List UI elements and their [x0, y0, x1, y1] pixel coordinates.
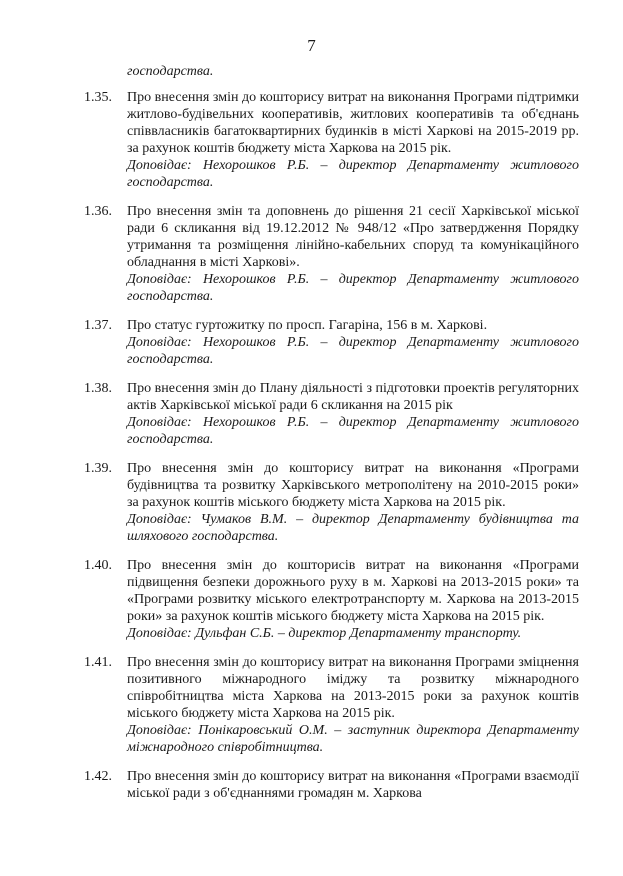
item-speaker: Доповідає: Нехорошков Р.Б. – директор Департаменту житлового господарства. — [127, 272, 579, 304]
item-speaker: Доповідає: Нехорошков Р.Б. – директор Департаменту житлового господарства. — [127, 335, 579, 367]
item-number: 1.35. — [84, 90, 112, 105]
agenda-item-1-42 — [0, 768, 623, 802]
agenda-item-1-41 — [0, 654, 623, 756]
item-speaker: Доповідає: Нехорошков Р.Б. – директор Департаменту житлового господарства. — [127, 415, 579, 447]
item-number: 1.41. — [84, 655, 112, 670]
item-speaker: Доповідає: Понікаровський О.М. – заступник директора Департаменту міжнародного співробітництва. — [127, 723, 579, 755]
item-number: 1.37. — [84, 318, 112, 333]
item-speaker: Доповідає: Чумаков В.М. – директор Департаменту будівництва та шляхового господарства. — [127, 512, 579, 544]
item-body — [127, 89, 579, 191]
agenda-item-1-35 — [0, 89, 623, 191]
continuation-text: господарства. — [127, 64, 214, 79]
item-body — [127, 317, 579, 368]
item-text: Про внесення змін до кошторису витрат на виконання «Програми будівництва та розвитку Харківського метрополітену на 2010-2015 роки» за рахунок коштів міського бюджету міста Харкова на 2015 рік. — [127, 461, 579, 510]
agenda-item-1-40 — [0, 557, 623, 642]
item-text: Про внесення змін до кошторису витрат на виконання Програми підтримки житлово-будівельних кооперативів, житлових кооперативів та об'єднань співвласників багатоквартирних будинків в місті Харкові на 2015-2019 рр. за рахунок коштів бюджету міста Харкова на 2015 рік. — [127, 90, 579, 156]
item-text: Про внесення змін до кошторису витрат на виконання «Програми взаємодії міської ради з об'єднаннями громадян м. Харкова — [127, 769, 579, 801]
agenda-item-1-39 — [0, 460, 623, 545]
agenda-item-1-36 — [0, 203, 623, 305]
item-text: Про внесення змін до кошторисів витрат на виконання «Програми підвищення безпеки дорожнього руху в м. Харкові на 2013-2015 роки» та «Програми розвитку міського електротранспорту м. Харкова на 2013-2015 роки» за рахунок коштів міського бюджету міста Харкова на 2015 рік. — [127, 558, 579, 624]
item-speaker: Доповідає: Дульфан С.Б. – директор Департаменту транспорту. — [127, 626, 522, 641]
item-body — [127, 460, 579, 545]
item-body — [127, 768, 579, 802]
item-number: 1.38. — [84, 381, 112, 396]
agenda-item-1-38 — [0, 380, 623, 448]
item-number: 1.42. — [84, 769, 112, 784]
item-body — [127, 380, 579, 448]
item-number: 1.39. — [84, 461, 112, 476]
item-speaker: Доповідає: Нехорошков Р.Б. – директор Департаменту житлового господарства. — [127, 158, 579, 190]
item-text: Про внесення змін та доповнень до рішення 21 сесії Харківської міської ради 6 скликання від 19.12.2012 № 948/12 «Про затвердження Порядку утримання та розміщення лінійно-кабельних споруд та комунікаційного обладнання в місті Харкові». — [127, 204, 579, 270]
agenda-items — [0, 89, 623, 814]
agenda-item-1-37 — [0, 317, 623, 368]
item-body — [127, 203, 579, 305]
item-text: Про внесення змін до кошторису витрат на виконання Програми зміцнення позитивного міжнародного іміджу та розвитку міжнародного співробітництва міста Харкова на 2013-2015 роки за рахунок коштів міського бюджету міста Харкова на 2015 рік. — [127, 655, 579, 721]
page-number: 7 — [307, 36, 316, 55]
item-number: 1.36. — [84, 204, 112, 219]
item-body — [127, 654, 579, 756]
item-text: Про статус гуртожитку по просп. Гагаріна, 156 в м. Харкові. — [127, 318, 488, 333]
item-body — [127, 557, 579, 642]
item-text: Про внесення змін до Плану діяльності з підготовки проектів регуляторних актів Харківської міської ради 6 скликання на 2015 рік — [127, 381, 579, 413]
item-number: 1.40. — [84, 558, 112, 573]
